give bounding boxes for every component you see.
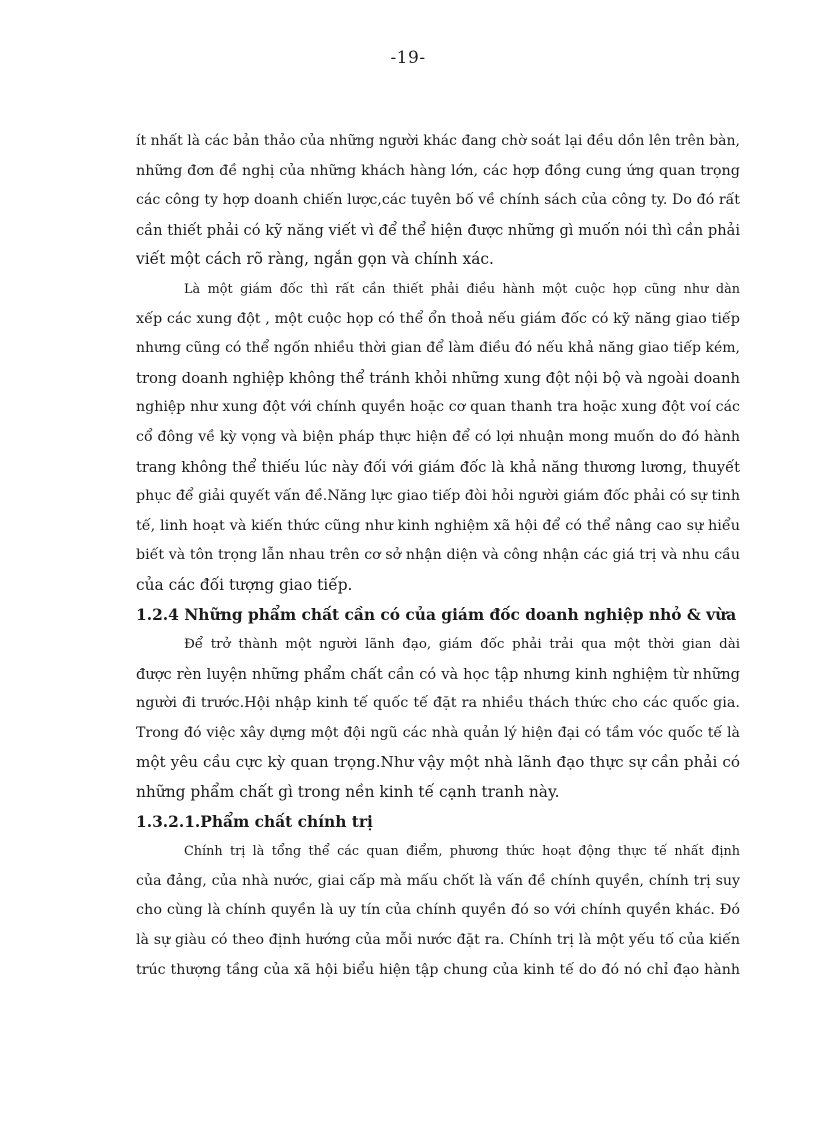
paragraph-line: viết một cách rõ ràng, ngắn gọn và chính xác. (136, 250, 494, 269)
paragraph-line: biết và tôn trọng lẫn nhau trên cơ sở nhận diện và công nhận các giá trị và nhu cầu (136, 547, 740, 564)
paragraph-line: của các đối tượng giao tiếp. (136, 575, 353, 594)
paragraph-line: phục để giải quyết vấn đề.Năng lực giao tiếp đòi hỏi người giám đốc phải có sự tinh (136, 488, 740, 505)
paragraph-line: tế, linh hoạt và kiến thức cũng như kinh nghiệm xã hội để có thể nâng cao sự hiểu (136, 517, 740, 534)
paragraph-line: những phẩm chất gì trong nền kinh tế cạnh tranh này. (136, 783, 560, 802)
page-number: -19- (390, 48, 426, 68)
section-heading-1-3-2-1: 1.3.2.1.Phẩm chất chính trị (136, 812, 373, 831)
paragraph-1 (136, 127, 740, 275)
paragraph-line: các công ty hợp doanh chiến lược,các tuyên bố về chính sách của công ty. Do đó rất (136, 192, 740, 209)
paragraph-line: nhưng cũng có thể ngốn nhiều thời gian để làm điều đó nếu khả năng giao tiếp kém, (136, 340, 740, 357)
paragraph-4 (136, 837, 740, 985)
paragraph-2 (136, 275, 740, 601)
paragraph-line: cổ đông về kỳ vọng và biện pháp thực hiện để có lợi nhuận mong muốn do đó hành (136, 428, 740, 445)
paragraph-line: ít nhất là các bản thảo của những người khác đang chờ soát lại đều dồn lên trên bàn, (136, 133, 740, 149)
paragraph-3 (136, 630, 740, 808)
paragraph-line: nghiệp như xung đột với chính quyền hoặc cơ quan thanh tra hoặc xung đột voí các (136, 399, 740, 416)
section-heading-1-2-4: 1.2.4 Những phẩm chất cần có của giám đốc doanh nghiệp nhỏ & vừa (136, 605, 737, 624)
paragraph-line: Chính trị là tổng thể các quan điểm, phương thức hoạt động thực tế nhất định (184, 844, 740, 860)
paragraph-line: cần thiết phải có kỹ năng viết vì để thể hiện được những gì muốn nói thì cần phải (136, 221, 740, 239)
paragraph-line: trong doanh nghiệp không thể tránh khỏi những xung đột nội bộ và ngoài doanh (136, 369, 740, 387)
paragraph-line: Trong đó việc xây dựng một đội ngũ các nhà quản lý hiện đại có tầm vóc quốc tế là (136, 724, 740, 741)
paragraph-line: Là một giám đốc thì rất cần thiết phải điều hành một cuộc họp cũng như dàn (184, 281, 740, 297)
paragraph-line: người đi trước.Hội nhập kinh tế quốc tế đặt ra nhiều thách thức cho các quốc gia. (136, 695, 740, 712)
paragraph-line: được rèn luyện những phẩm chất cần có và học tập nhưng kinh nghiệm từ những (136, 665, 740, 683)
paragraph-line: xếp các xung đột , một cuộc họp có thể ổn thoả nếu giám đốc có kỹ năng giao tiếp (136, 310, 740, 327)
paragraph-line: cho cùng là chính quyền là uy tín của chính quyền đó so với chính quyền khác. Đó (136, 902, 740, 919)
paragraph-line: những đơn đề nghị của những khách hàng lớn, các hợp đồng cung ứng quan trọng (136, 162, 740, 179)
paragraph-line: trang không thể thiếu lúc này đối với giám đốc là khả năng thương lương, thuyết (136, 458, 740, 476)
paragraph-line: của đảng, của nhà nước, giai cấp mà mấu chốt là vấn đề chính quyền, chính trị suy (136, 872, 740, 889)
paragraph-line: một yêu cầu cực kỳ quan trọng.Như vậy một nhà lãnh đạo thực sự cần phải có (136, 753, 740, 772)
paragraph-line: trúc thượng tầng của xã hội biểu hiện tập chung của kinh tế do đó nó chỉ đạo hành (136, 961, 740, 978)
paragraph-line: là sự giàu có theo định hướng của mỗi nước đặt ra. Chính trị là một yếu tố của kiến (136, 932, 740, 949)
document-body (136, 127, 740, 985)
paragraph-line: Để trở thành một người lãnh đạo, giám đốc phải trải qua một thời gian dài (184, 637, 740, 653)
